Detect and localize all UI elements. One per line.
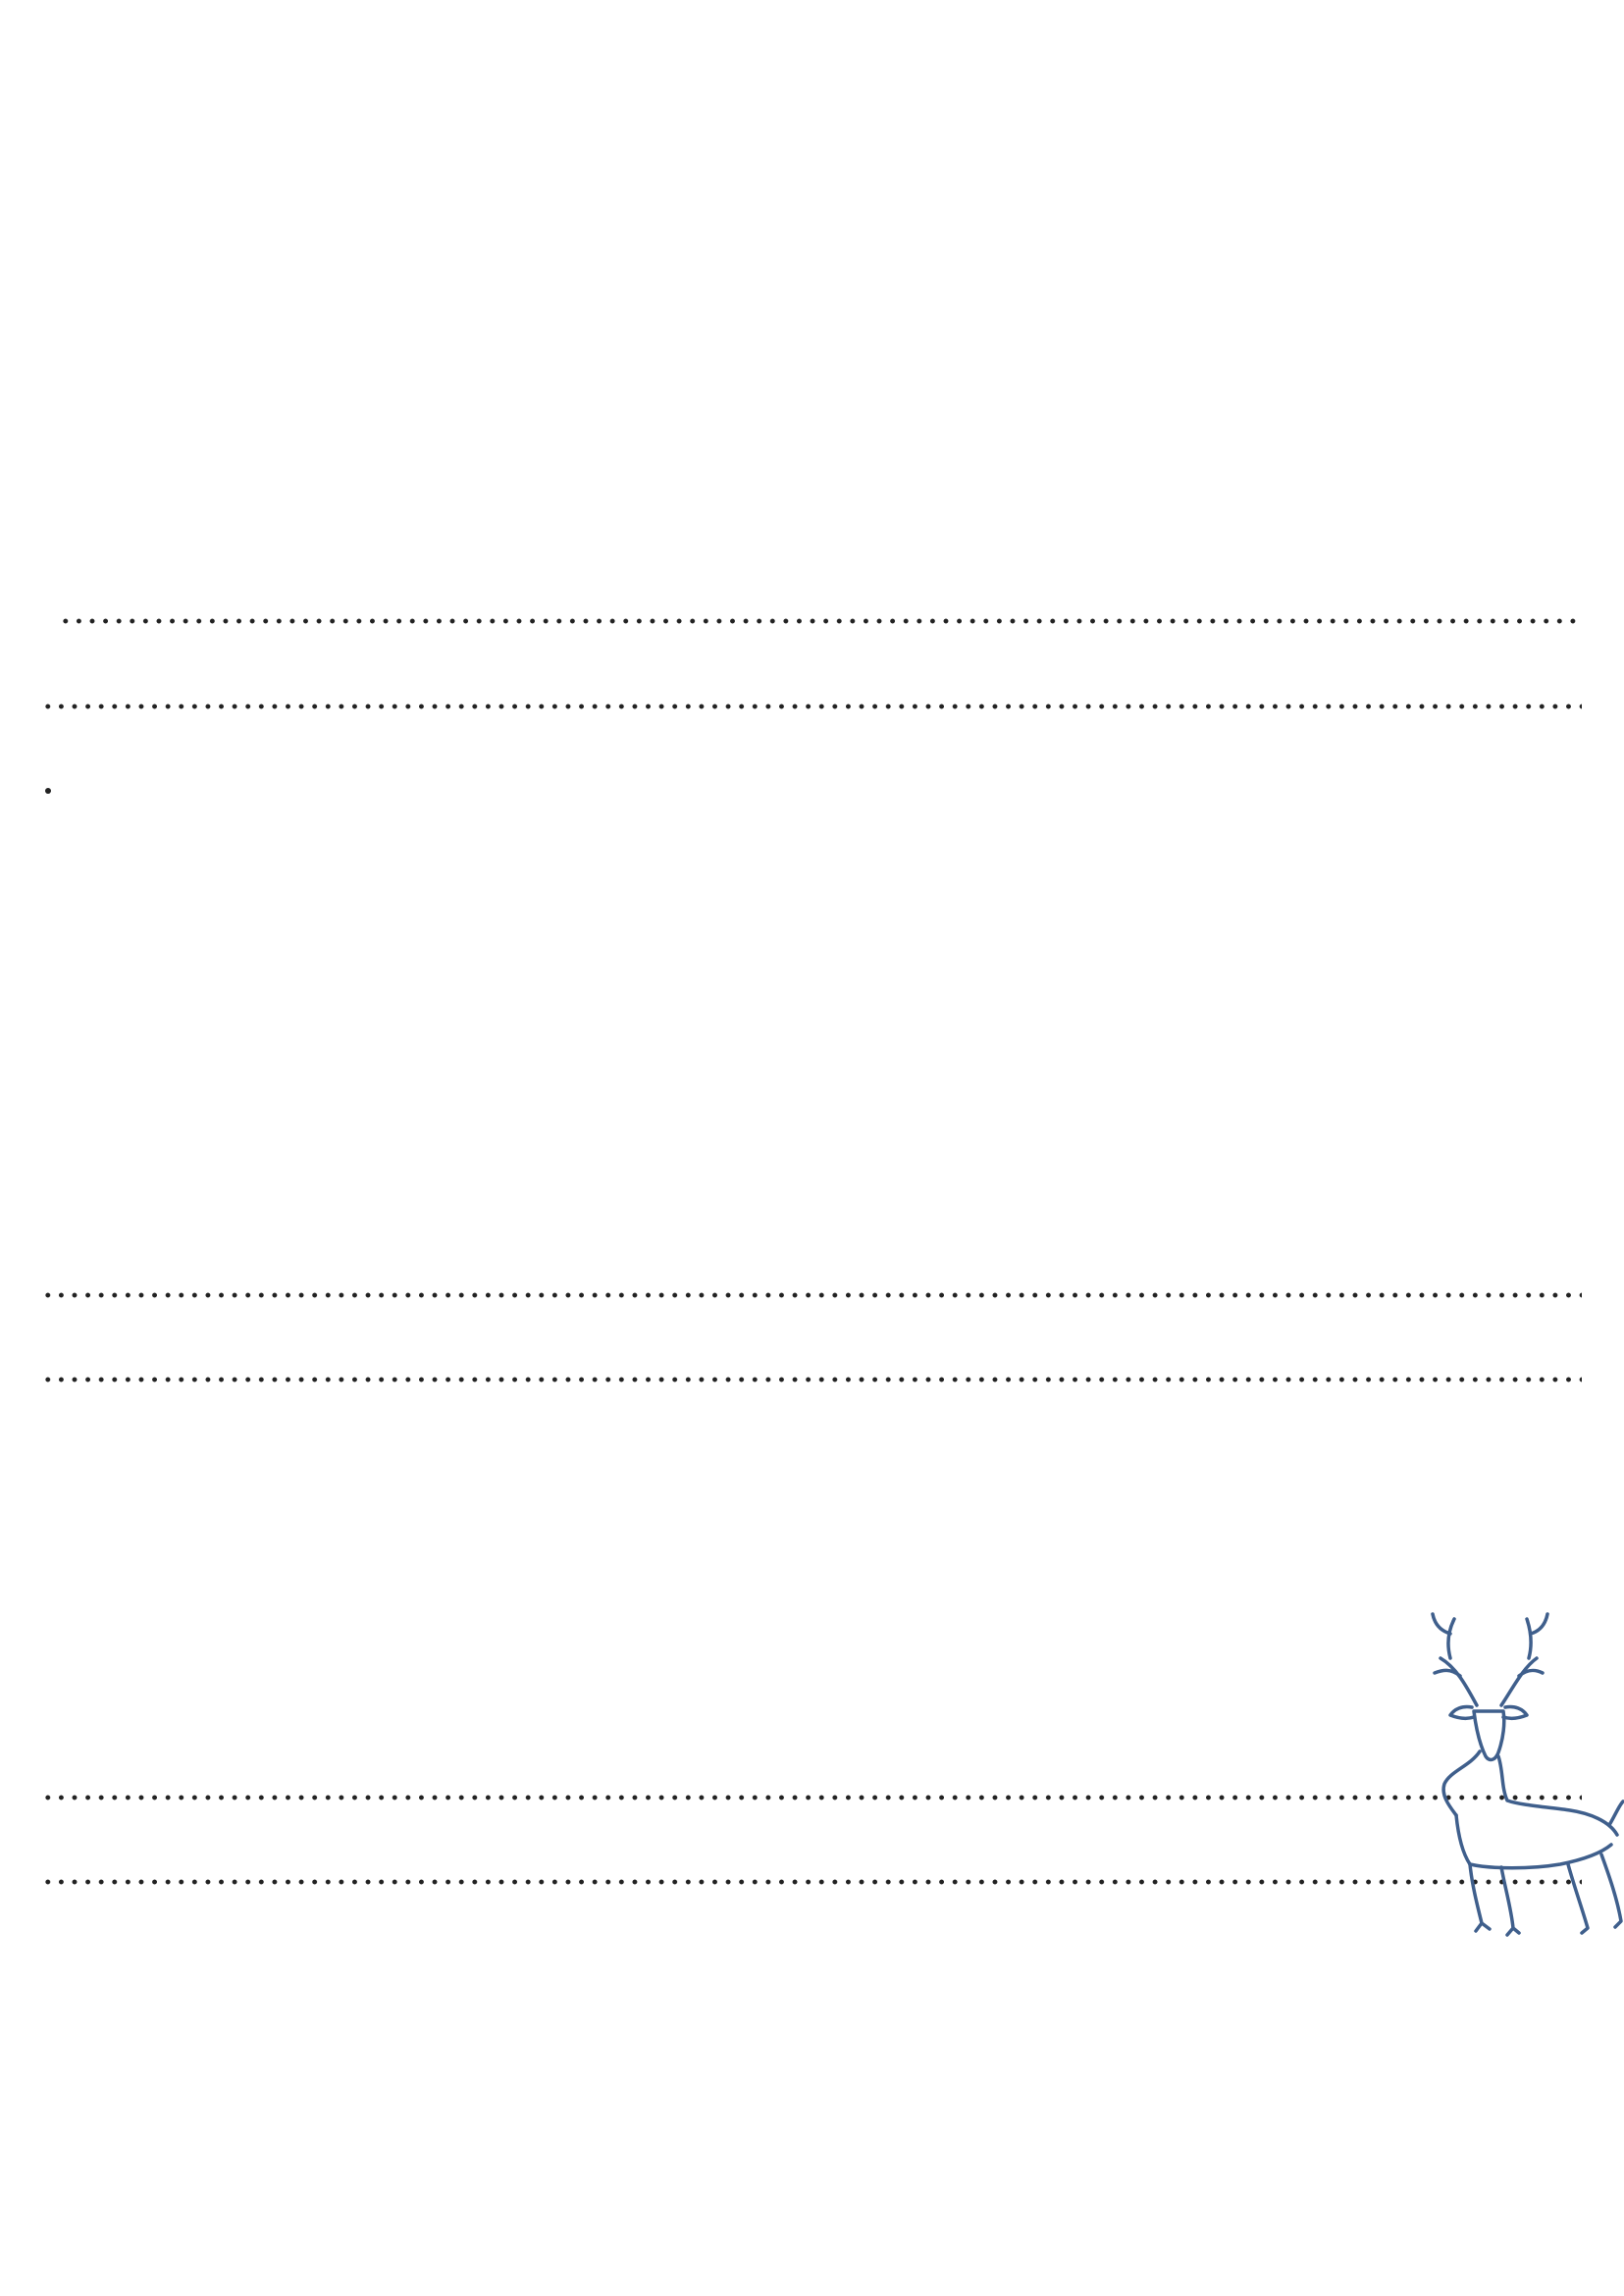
answer-line [59, 618, 1582, 624]
snowflake-border-top [0, 0, 1624, 412]
answer-line [41, 1795, 1582, 1800]
paragraph-pasterka [41, 1487, 1592, 1571]
answer-line-end-dot [45, 788, 51, 794]
answer-line [41, 1879, 1582, 1885]
answer-line [41, 1292, 1582, 1298]
paragraph-tombola [41, 898, 1592, 1067]
paragraph-pinata [41, 392, 1592, 477]
answer-line [41, 1377, 1582, 1383]
answer-line [41, 704, 1582, 709]
